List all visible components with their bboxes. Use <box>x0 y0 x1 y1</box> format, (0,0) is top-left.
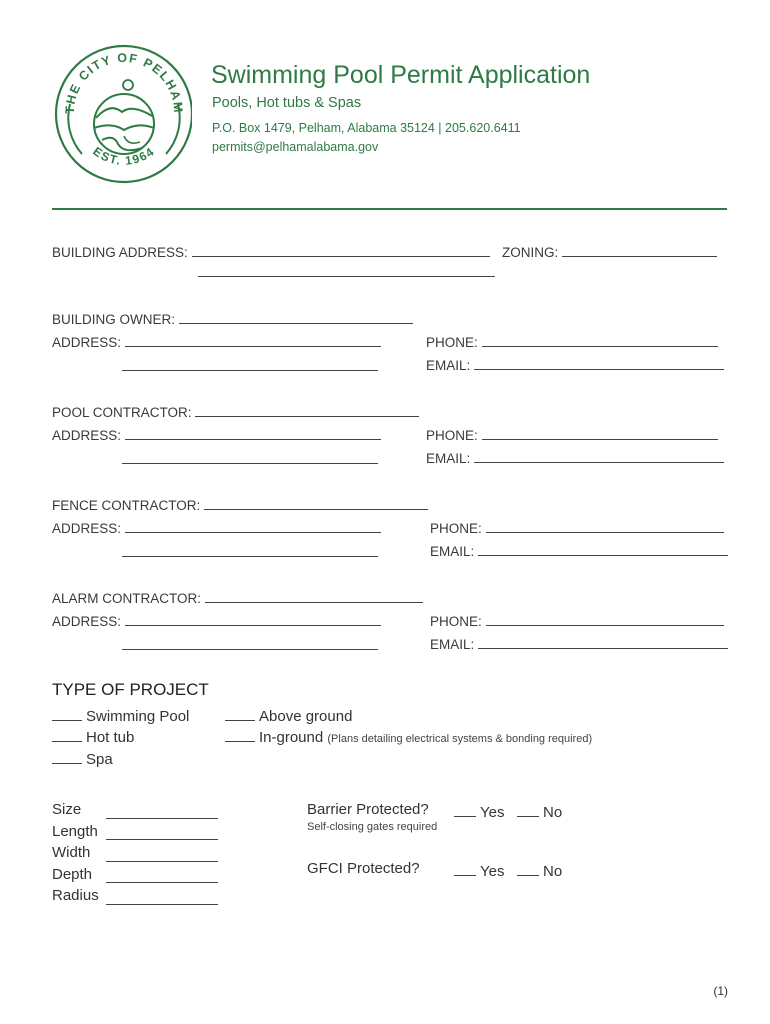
address-label: ADDRESS: <box>52 428 122 443</box>
alarm-email-line[interactable] <box>478 634 728 649</box>
dimension-size-label: Size <box>52 801 82 818</box>
alarm-address-field[interactable] <box>52 611 381 629</box>
pool-email-field[interactable] <box>426 448 724 466</box>
option-label: Yes <box>480 804 505 821</box>
dimension-size-line[interactable] <box>106 818 218 819</box>
alarm-contractor-line[interactable] <box>205 588 423 603</box>
email-label: EMAIL: <box>426 358 471 373</box>
building-address-label: BUILDING ADDRESS: <box>52 245 188 260</box>
option-above-ground[interactable] <box>225 705 352 725</box>
header-divider <box>52 208 727 210</box>
inground-note: (Plans detailing electrical systems & bonding required) <box>327 733 593 745</box>
pool-email-line[interactable] <box>474 448 724 463</box>
svg-text:THE CITY OF PELHAM: THE CITY OF PELHAM <box>62 50 186 115</box>
dimension-length-label: Length <box>52 823 98 840</box>
option-label: Hot tub <box>86 729 135 746</box>
email-label: EMAIL: <box>430 637 475 652</box>
dimension-radius-line[interactable] <box>106 904 218 905</box>
svg-text:EST. 1964: EST. 1964 <box>90 144 158 168</box>
alarm-email-field[interactable] <box>430 634 728 652</box>
owner-address-line-2[interactable] <box>122 370 378 371</box>
pool-contractor-field[interactable] <box>52 402 419 420</box>
building-owner-line[interactable] <box>179 309 413 324</box>
checkbox-line[interactable] <box>517 801 539 817</box>
owner-address-field[interactable] <box>52 332 381 350</box>
dimension-width-label: Width <box>52 844 91 861</box>
alarm-phone-field[interactable] <box>430 611 724 629</box>
option-hot-tub[interactable] <box>52 726 134 746</box>
option-spa[interactable] <box>52 748 113 768</box>
owner-address-line[interactable] <box>125 332 381 347</box>
fence-email-field[interactable] <box>430 541 728 559</box>
pool-address-field[interactable] <box>52 425 381 443</box>
building-address-line-2[interactable] <box>198 276 495 277</box>
dimension-radius-label: Radius <box>52 887 99 904</box>
dimension-depth-label: Depth <box>52 866 93 883</box>
phone-label: PHONE: <box>426 428 478 443</box>
checkbox-line[interactable] <box>225 705 255 721</box>
building-address-field[interactable] <box>52 242 490 260</box>
barrier-note: Self-closing gates required <box>307 821 438 833</box>
pool-contractor-line[interactable] <box>195 402 419 417</box>
page-number: (1) <box>713 984 728 998</box>
building-owner-field[interactable] <box>52 309 413 327</box>
fence-address-line-2[interactable] <box>122 556 378 557</box>
fence-email-line[interactable] <box>478 541 728 556</box>
gfci-yes-option[interactable] <box>454 860 504 880</box>
phone-label: PHONE: <box>426 335 478 350</box>
option-label: In-ground <box>259 729 324 746</box>
page-subtitle: Pools, Hot tubs & Spas <box>212 95 362 111</box>
alarm-address-line-2[interactable] <box>122 649 378 650</box>
zoning-label: ZONING: <box>502 245 559 260</box>
owner-email-line[interactable] <box>474 355 724 370</box>
contact-address-line: P.O. Box 1479, Pelham, Alabama 35124 | 205.620.6411 <box>212 121 521 135</box>
building-address-line[interactable] <box>192 242 490 257</box>
address-label: ADDRESS: <box>52 521 122 536</box>
address-label: ADDRESS: <box>52 335 122 350</box>
alarm-phone-line[interactable] <box>486 611 724 626</box>
checkbox-line[interactable] <box>517 860 539 876</box>
phone-label: PHONE: <box>430 521 482 536</box>
contact-email: permits@pelhamalabama.gov <box>212 140 379 154</box>
option-swimming-pool[interactable] <box>52 705 189 725</box>
option-label: Swimming Pool <box>86 708 190 725</box>
fence-phone-line[interactable] <box>486 518 724 533</box>
option-label: No <box>543 804 563 821</box>
gfci-no-option[interactable] <box>517 860 562 880</box>
alarm-contractor-label: ALARM CONTRACTOR: <box>52 591 202 606</box>
barrier-protected-label: Barrier Protected? <box>307 801 429 818</box>
email-label: EMAIL: <box>426 451 471 466</box>
zoning-field[interactable] <box>502 242 717 260</box>
dimension-width-line[interactable] <box>106 861 218 862</box>
option-label: Above ground <box>259 708 353 725</box>
option-label: Yes <box>480 863 505 880</box>
owner-phone-line[interactable] <box>482 332 718 347</box>
owner-phone-field[interactable] <box>426 332 718 350</box>
dimension-depth-line[interactable] <box>106 882 218 883</box>
project-type-heading: TYPE OF PROJECT <box>52 680 209 699</box>
fence-contractor-label: FENCE CONTRACTOR: <box>52 498 201 513</box>
checkbox-line[interactable] <box>454 801 476 817</box>
fence-phone-field[interactable] <box>430 518 724 536</box>
alarm-address-line[interactable] <box>125 611 381 626</box>
option-label: Spa <box>86 751 113 768</box>
building-owner-label: BUILDING OWNER: <box>52 312 176 327</box>
pool-phone-line[interactable] <box>482 425 718 440</box>
alarm-contractor-field[interactable] <box>52 588 423 606</box>
gfci-protected-label: GFCI Protected? <box>307 860 420 877</box>
page-title: Swimming Pool Permit Application <box>211 61 591 89</box>
fence-address-line[interactable] <box>125 518 381 533</box>
zoning-line[interactable] <box>562 242 717 257</box>
pool-contractor-label: POOL CONTRACTOR: <box>52 405 192 420</box>
city-seal-logo <box>52 42 192 186</box>
checkbox-line[interactable] <box>52 726 82 742</box>
pool-address-line-2[interactable] <box>122 463 378 464</box>
fence-contractor-field[interactable] <box>52 495 428 513</box>
pool-phone-field[interactable] <box>426 425 718 443</box>
checkbox-line[interactable] <box>52 748 82 764</box>
dimension-length-line[interactable] <box>106 839 218 840</box>
phone-label: PHONE: <box>430 614 482 629</box>
address-label: ADDRESS: <box>52 614 122 629</box>
option-in-ground[interactable] <box>225 726 592 746</box>
barrier-no-option[interactable] <box>517 801 562 821</box>
pool-address-line[interactable] <box>125 425 381 440</box>
checkbox-line[interactable] <box>225 726 255 742</box>
option-label: No <box>543 863 563 880</box>
fence-contractor-line[interactable] <box>204 495 428 510</box>
owner-email-field[interactable] <box>426 355 724 373</box>
checkbox-line[interactable] <box>52 705 82 721</box>
checkbox-line[interactable] <box>454 860 476 876</box>
email-label: EMAIL: <box>430 544 475 559</box>
fence-address-field[interactable] <box>52 518 381 536</box>
barrier-yes-option[interactable] <box>454 801 504 821</box>
